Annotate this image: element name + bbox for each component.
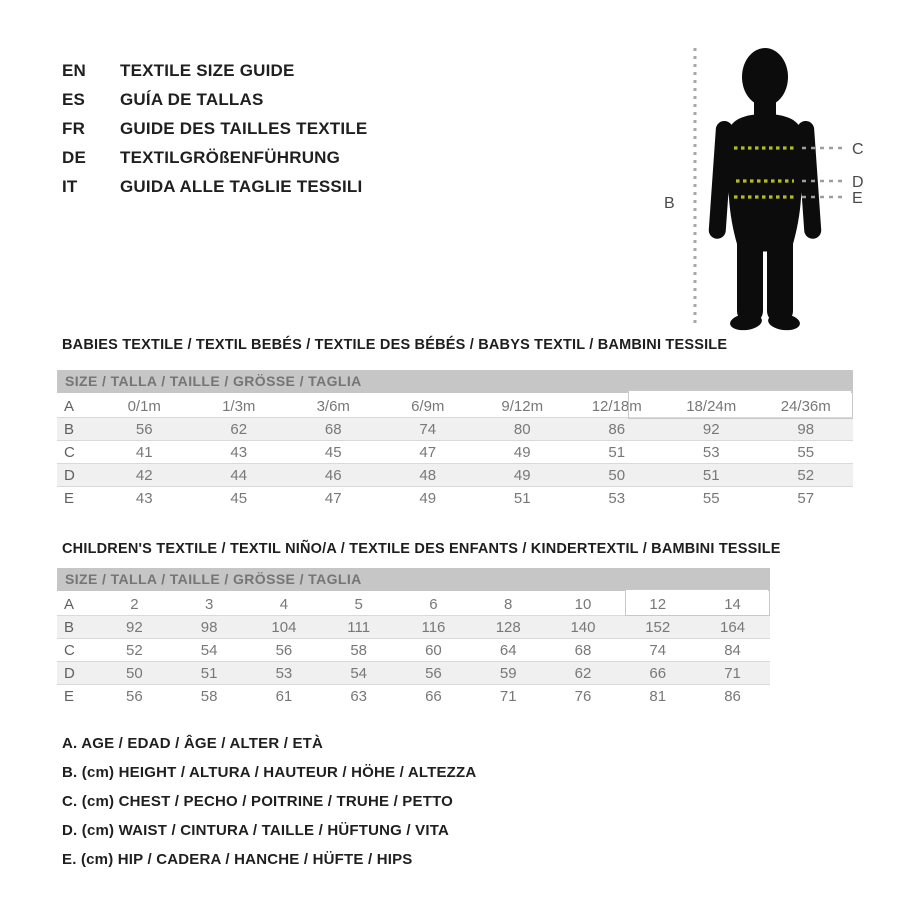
size-cell: 55 [702,489,720,507]
row-label: E [64,489,75,507]
language-row [62,143,367,172]
size-cell: 86 [724,687,741,705]
row-label: E [64,687,75,705]
figure-label-b: B [664,195,675,212]
figure-label-e: E [852,190,863,207]
table-row-hip [57,685,770,708]
size-cell: 71 [499,687,517,705]
size-cell: 80 [475,418,570,441]
legend-item: E. (cm) HIP / CADERA / HANCHE / HÜFTE / HIPS [62,851,413,868]
language-code: FR [62,119,86,138]
measurement-figure-svg [650,28,880,348]
size-cell: 152 [620,616,695,639]
size-cell: 49 [475,441,570,464]
size-cell: 50 [97,662,172,685]
size-cell: 43 [192,441,287,464]
children-size-table [57,568,770,707]
table-row-chest [57,441,853,464]
size-cell: 66 [425,687,442,705]
size-cell: 5 [321,593,396,616]
children-section-title: CHILDREN'S TEXTILE / TEXTIL NIÑO/A / TEXTILE DES ENFANTS / KINDERTEXTIL / BAMBINI TESSILE [62,541,781,557]
table-row-height [57,418,853,441]
language-code: DE [62,148,87,167]
size-cell: 71 [695,662,770,685]
table-row-chest [57,639,770,662]
size-cell: 12/18m [570,395,665,418]
size-cell: 63 [350,687,368,705]
size-cell: 51 [570,441,665,464]
figure-label-c: C [852,141,864,158]
size-cell: 92 [664,418,759,441]
size-cell: 43 [135,489,153,507]
size-cell: 56 [126,687,143,705]
babies-size-table [57,370,853,509]
size-cell: 14 [695,593,770,616]
legend-item: C. (cm) CHEST / PECHO / POITRINE / TRUHE / PETTO [62,793,454,810]
language-code: IT [62,177,78,196]
highlight-box [628,390,853,419]
size-cell: 24/36m [759,395,854,418]
language-row [62,172,367,201]
size-cell: 111 [321,616,396,639]
size-cell: 51 [172,662,247,685]
table-row-hip [57,487,853,510]
row-label: C [57,639,97,662]
size-cell: 49 [419,489,437,507]
size-cell: 128 [471,616,546,639]
size-cell: 12 [620,593,695,616]
size-cell: 53 [608,489,626,507]
size-cell: 9/12m [475,395,570,418]
size-cell: 6 [396,593,471,616]
size-cell: 76 [574,687,592,705]
babies-table-header: SIZE / TALLA / TAILLE / GRÖSSE / TAGLIA [57,370,853,393]
size-cell: 104 [247,616,322,639]
children-table-header: SIZE / TALLA / TAILLE / GRÖSSE / TAGLIA [57,568,770,591]
size-cell: 54 [321,662,396,685]
figure-label-d: D [852,174,864,191]
size-cell: 140 [546,616,621,639]
size-cell: 53 [247,662,322,685]
babies-section-title: BABIES TEXTILE / TEXTIL BEBÉS / TEXTILE DES BÉBÉS / BABYS TEXTIL / BAMBINI TESSILE [62,337,728,353]
measurement-figure [650,28,880,348]
size-cell: 58 [321,639,396,662]
size-cell: 51 [664,464,759,487]
row-label: C [57,441,97,464]
row-label: B [57,418,97,441]
size-cell: 60 [396,639,471,662]
size-cell: 51 [513,489,531,507]
size-cell: 98 [759,418,854,441]
size-cell: 4 [247,593,322,616]
size-cell: 98 [172,616,247,639]
row-label: A [57,593,97,616]
legend-item: A. AGE / EDAD / ÂGE / ALTER / ETÀ [62,735,324,752]
size-cell: 47 [324,489,342,507]
size-cell: 10 [546,593,621,616]
size-cell: 74 [620,639,695,662]
size-cell: 59 [471,662,546,685]
size-cell: 64 [471,639,546,662]
table-row-height [57,616,770,639]
measurement-legend [62,729,476,874]
size-cell: 8 [471,593,546,616]
size-cell: 57 [797,489,815,507]
size-cell: 2 [97,593,172,616]
size-cell: 48 [381,464,476,487]
size-cell: 55 [759,441,854,464]
highlight-box [625,589,770,616]
language-label: TEXTILE SIZE GUIDE [120,61,295,80]
size-cell: 68 [286,418,381,441]
size-cell: 42 [97,464,192,487]
row-label: D [57,662,97,685]
size-cell: 49 [475,464,570,487]
size-cell: 56 [247,639,322,662]
size-cell: 56 [97,418,192,441]
size-cell: 53 [664,441,759,464]
size-cell: 46 [286,464,381,487]
size-cell: 58 [200,687,218,705]
size-cell: 0/1m [97,395,192,418]
language-list [62,56,367,201]
row-label: A [57,395,97,418]
row-label: B [57,616,97,639]
language-label: GUIDA ALLE TAGLIE TESSILI [120,177,363,196]
size-cell: 74 [381,418,476,441]
language-row [62,56,367,85]
size-cell: 1/3m [192,395,287,418]
language-label: TEXTILGRÖßENFÜHRUNG [120,148,341,167]
legend-item: D. (cm) WAIST / CINTURA / TAILLE / HÜFTUNG / VITA [62,822,450,839]
size-cell: 3/6m [286,395,381,418]
size-cell: 41 [97,441,192,464]
size-cell: 84 [695,639,770,662]
size-cell: 50 [570,464,665,487]
language-label: GUÍA DE TALLAS [120,90,264,109]
size-cell: 45 [286,441,381,464]
size-cell: 52 [97,639,172,662]
size-cell: 18/24m [664,395,759,418]
size-cell: 56 [396,662,471,685]
language-row [62,85,367,114]
size-cell: 164 [695,616,770,639]
size-cell: 62 [546,662,621,685]
table-row-waist [57,662,770,685]
child-silhouette-icon [708,48,822,332]
size-cell: 116 [396,616,471,639]
language-row [62,114,367,143]
size-cell: 47 [381,441,476,464]
size-cell: 54 [172,639,247,662]
size-cell: 92 [97,616,172,639]
size-cell: 52 [759,464,854,487]
row-label: D [57,464,97,487]
size-cell: 68 [546,639,621,662]
legend-item: B. (cm) HEIGHT / ALTURA / HAUTEUR / HÖHE / ALTEZZA [62,764,477,781]
size-cell: 62 [192,418,287,441]
language-label: GUIDE DES TAILLES TEXTILE [120,119,368,138]
size-cell: 6/9m [381,395,476,418]
size-cell: 81 [649,687,667,705]
size-cell: 66 [620,662,695,685]
language-code: ES [62,90,86,109]
table-row-waist [57,464,853,487]
size-cell: 45 [230,489,248,507]
size-cell: 44 [192,464,287,487]
size-cell: 61 [275,687,293,705]
language-code: EN [62,61,87,80]
size-cell: 3 [172,593,247,616]
size-cell: 86 [570,418,665,441]
